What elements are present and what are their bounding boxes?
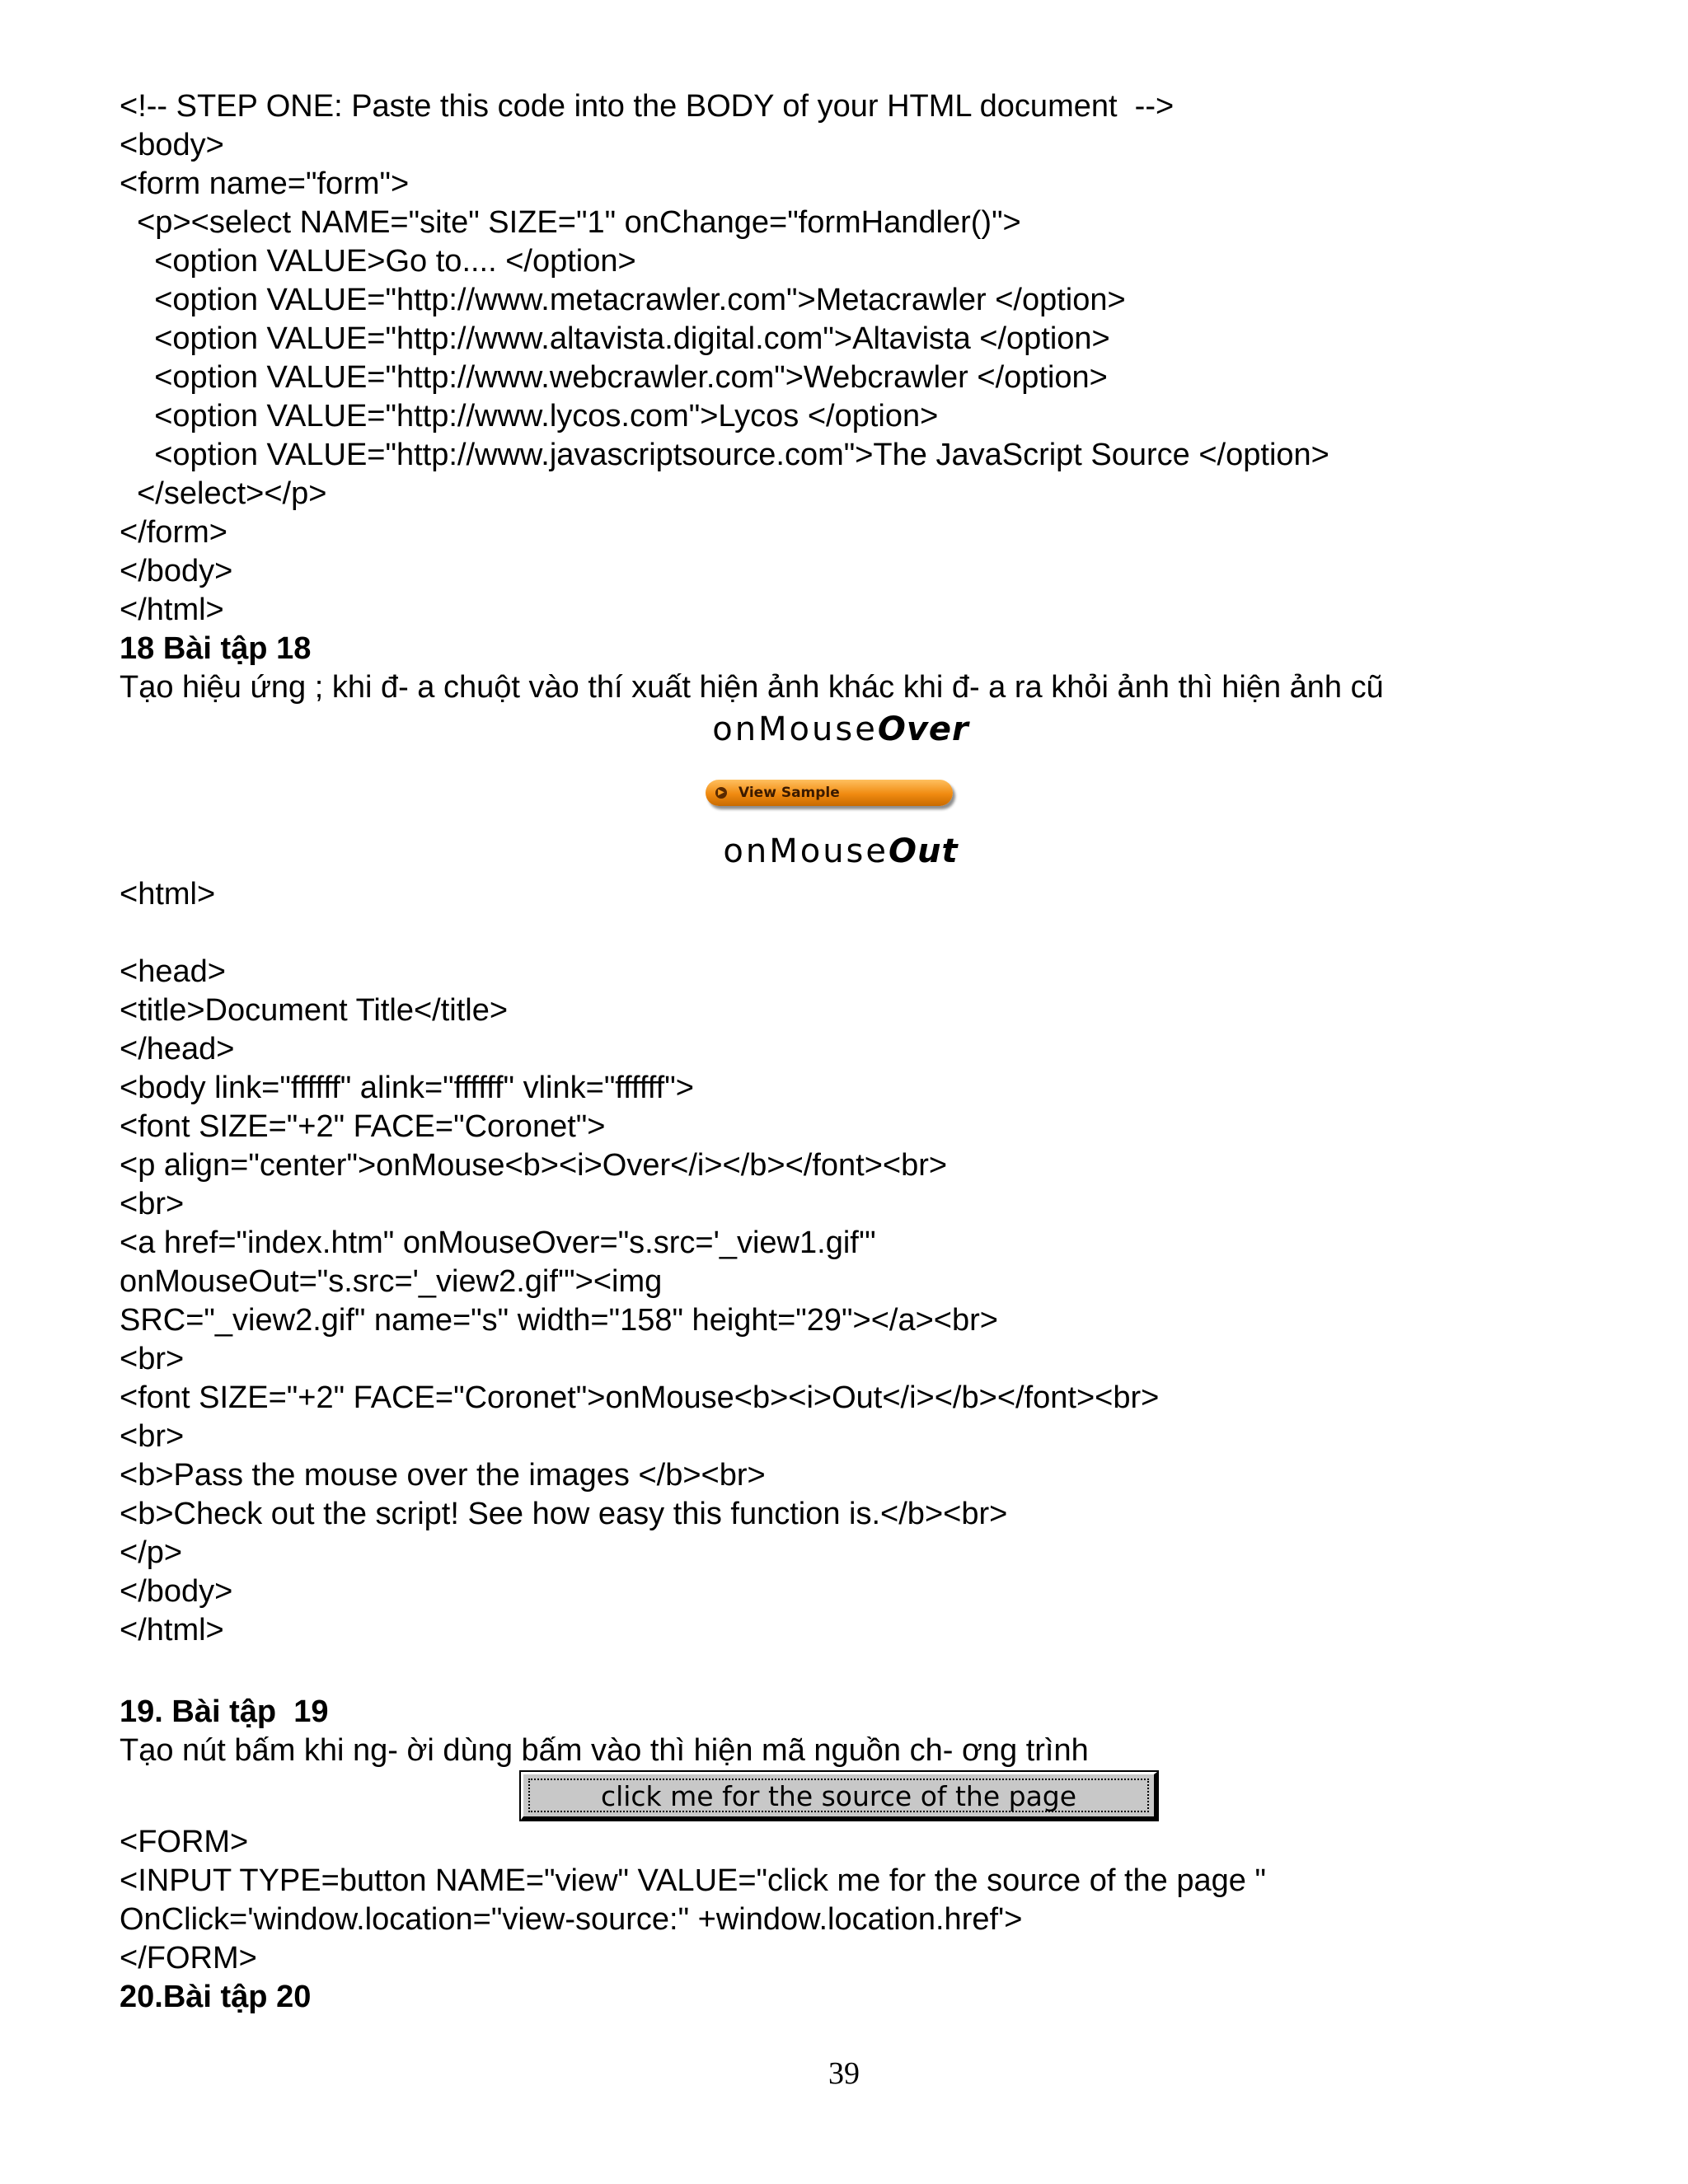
code-line: <head> <box>120 954 226 989</box>
code-line: <font SIZE="+2" FACE="Coronet">onMouse<b><i>Out</i></b></font><br> <box>120 1380 1160 1415</box>
code-line: </FORM> <box>120 1941 257 1975</box>
code-line: <a href="index.htm" onMouseOver="s.src='_view1.gif'" <box>120 1226 876 1260</box>
code-line: <form name="form"> <box>120 166 410 201</box>
code-line: </head> <box>120 1032 235 1066</box>
code-line: <option VALUE="http://www.javascriptsource.com">The JavaScript Source </option> <box>120 438 1329 472</box>
code-line: onMouseOut="s.src='_view2.gif'"><img <box>120 1264 663 1299</box>
view-source-button[interactable] <box>521 1772 1157 1820</box>
code-line: <br> <box>120 1419 185 1454</box>
code-line: <title>Document Title</title> <box>120 993 509 1028</box>
code-line: <html> <box>120 877 216 912</box>
code-line: <option VALUE="http://www.metacrawler.com">Metacrawler </option> <box>120 283 1126 317</box>
view-sample-button[interactable] <box>706 780 953 806</box>
view-source-label: click me for the source of the page <box>528 1779 1149 1812</box>
code-line: <FORM> <box>120 1825 249 1859</box>
code-line: </body> <box>120 1574 233 1609</box>
code-line: <option VALUE="http://www.webcrawler.com">Webcrawler </option> <box>120 360 1108 395</box>
code-line: <p><select NAME="site" SIZE="1" onChange="formHandler()"> <box>120 205 1021 240</box>
code-line: <option VALUE>Go to.... </option> <box>120 244 636 279</box>
code-line: </html> <box>120 1613 224 1647</box>
exercise-19-description: Tạo nút bấm khi ng- ời dùng bấm vào thì hiện mã nguồn ch- ơng trình <box>120 1733 1089 1768</box>
code-line: OnClick='window.location="view-source:" +window.location.href'> <box>120 1902 1023 1937</box>
code-line: <option VALUE="http://www.altavista.digital.com">Altavista </option> <box>120 321 1110 356</box>
code-line: <!-- STEP ONE: Paste this code into the BODY of your HTML document --> <box>120 89 1175 124</box>
code-line: </body> <box>120 554 233 588</box>
code-line: <br> <box>120 1342 185 1376</box>
code-line: </form> <box>120 515 227 550</box>
code-line: <body> <box>120 128 224 162</box>
code-line: </p> <box>120 1535 183 1570</box>
code-line: <b>Pass the mouse over the images </b><br> <box>120 1458 766 1493</box>
code-line: <body link="ffffff" alink="ffffff" vlink="ffffff"> <box>120 1071 694 1105</box>
exercise-18-description: Tạo hiệu ứng ; khi đ- a chuột vào thí xuất hiện ảnh khác khi đ- a ra khỏi ảnh thì hiện ảnh cũ <box>120 670 1384 705</box>
onmouseout-caption: onMouseOut <box>723 832 959 870</box>
exercise-19-heading: 19. Bài tập 19 <box>120 1694 329 1729</box>
code-line: SRC="_view2.gif" name="s" width="158" height="29"></a><br> <box>120 1303 998 1338</box>
page-number: 39 <box>828 2056 860 2091</box>
onmouseover-caption: onMouseOver <box>712 710 969 748</box>
code-line: <b>Check out the script! See how easy this function is.</b><br> <box>120 1497 1008 1531</box>
code-line: <br> <box>120 1187 185 1221</box>
code-line: </select></p> <box>120 476 327 511</box>
exercise-20-heading: 20.Bài tập 20 <box>120 1980 312 2014</box>
play-arrow-icon: ▶ <box>715 787 727 799</box>
code-line: <font SIZE="+2" FACE="Coronet"> <box>120 1109 606 1144</box>
mouseover-demo-figure <box>544 710 1137 883</box>
code-line: <INPUT TYPE=button NAME="view" VALUE="click me for the source of the page " <box>120 1863 1266 1898</box>
view-sample-label: View Sample <box>738 785 840 801</box>
code-line: <p align="center">onMouse<b><i>Over</i></b></font><br> <box>120 1148 948 1183</box>
code-line: <option VALUE="http://www.lycos.com">Lycos </option> <box>120 399 939 434</box>
code-line: </html> <box>120 593 224 627</box>
exercise-18-heading: 18 Bài tập 18 <box>120 631 312 666</box>
